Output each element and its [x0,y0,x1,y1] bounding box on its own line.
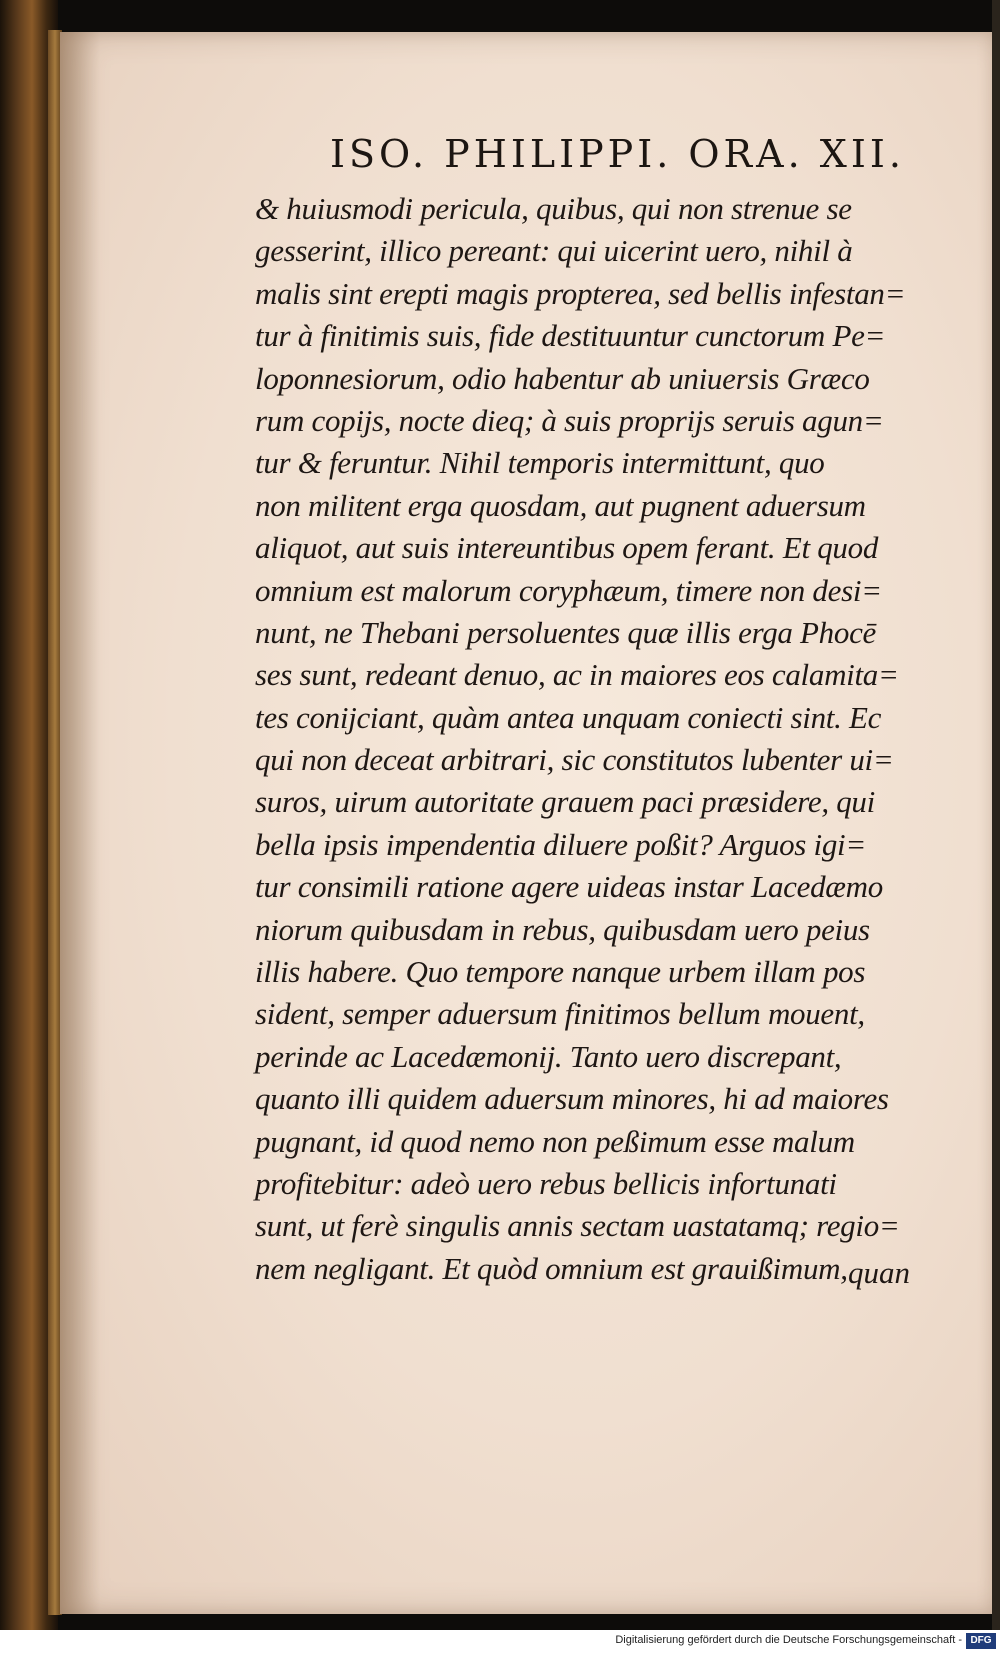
text-line: profitebitur: adeò uero rebus bellicis infortunati [255,1165,837,1201]
text-line: tes conijciant, quàm antea unquam coniecti sint. Ec [255,699,882,735]
text-line: aliquot, aut suis intereuntibus opem ferant. Et quod [255,530,879,566]
text-line: omnium est malorum coryphæum, timere non desi= [255,572,882,608]
text-line: loponnesiorum, odio habentur ab uniuersis Græco [255,360,870,396]
page-body-text [255,188,925,1290]
text-line: qui non deceat arbitrari, sic constitutos lubenter ui= [255,742,894,778]
text-line: malis sint erepti magis propterea, sed bellis infestan= [255,275,906,311]
scan-right-border [992,0,1000,1655]
text-line: sident, semper aduersum finitimos bellum mouent, [255,996,865,1032]
text-line: & huiusmodi pericula, quibus, qui non strenue se [255,191,852,226]
text-line: ses sunt, redeant denuo, ac in maiores eos calamita= [255,657,899,693]
text-line: sunt, ut ferè singulis annis sectam uastatamq; regio= [255,1208,900,1244]
text-line: pugnant, id quod nemo non peßimum esse malum [255,1123,855,1159]
text-line: rum copijs, nocte dieq; à suis proprijs seruis agun= [255,402,884,438]
running-header: ISO. PHILIPPI. ORA. XII. [330,132,905,176]
text-line: illis habere. Quo tempore nanque urbem illam pos [255,954,866,990]
text-line: gesserint, illico pereant: qui uicerint uero, nihil à [255,233,853,269]
catchword: quan [848,1255,910,1290]
dfg-logo: DFG [966,1633,996,1649]
text-line: nem negligant. Et quòd omnium est grauißimum, [255,1250,848,1286]
text-line: tur & feruntur. Nihil temporis intermittunt, quo [255,445,825,481]
funding-credit: Digitalisierung gefördert durch die Deutsche Forschungsgemeinschaft - [615,1634,962,1646]
text-line: bella ipsis impendentia diluere poßit? Arguos igi= [255,826,866,862]
footer-bar [0,1630,1000,1655]
text-line: tur à finitimis suis, fide destituuntur cunctorum Pe= [255,318,886,354]
page-gutter-shadow [60,32,100,1614]
text-line: niorum quibusdam in rebus, quibusdam uero peius [255,911,870,947]
text-line: tur consimili ratione agere uideas instar Lacedæmo [255,869,883,905]
text-line: non militent erga quosdam, aut pugnent aduersum [255,487,866,523]
text-line: suros, uirum autoritate grauem paci præsidere, qui [255,784,875,820]
text-line: perinde ac Lacedæmonij. Tanto uero discrepant, [255,1038,842,1074]
text-line: nunt, ne Thebani persoluentes quæ illis erga Phocē [255,614,877,650]
text-line: quanto illi quidem aduersum minores, hi ad maiores [255,1081,889,1117]
